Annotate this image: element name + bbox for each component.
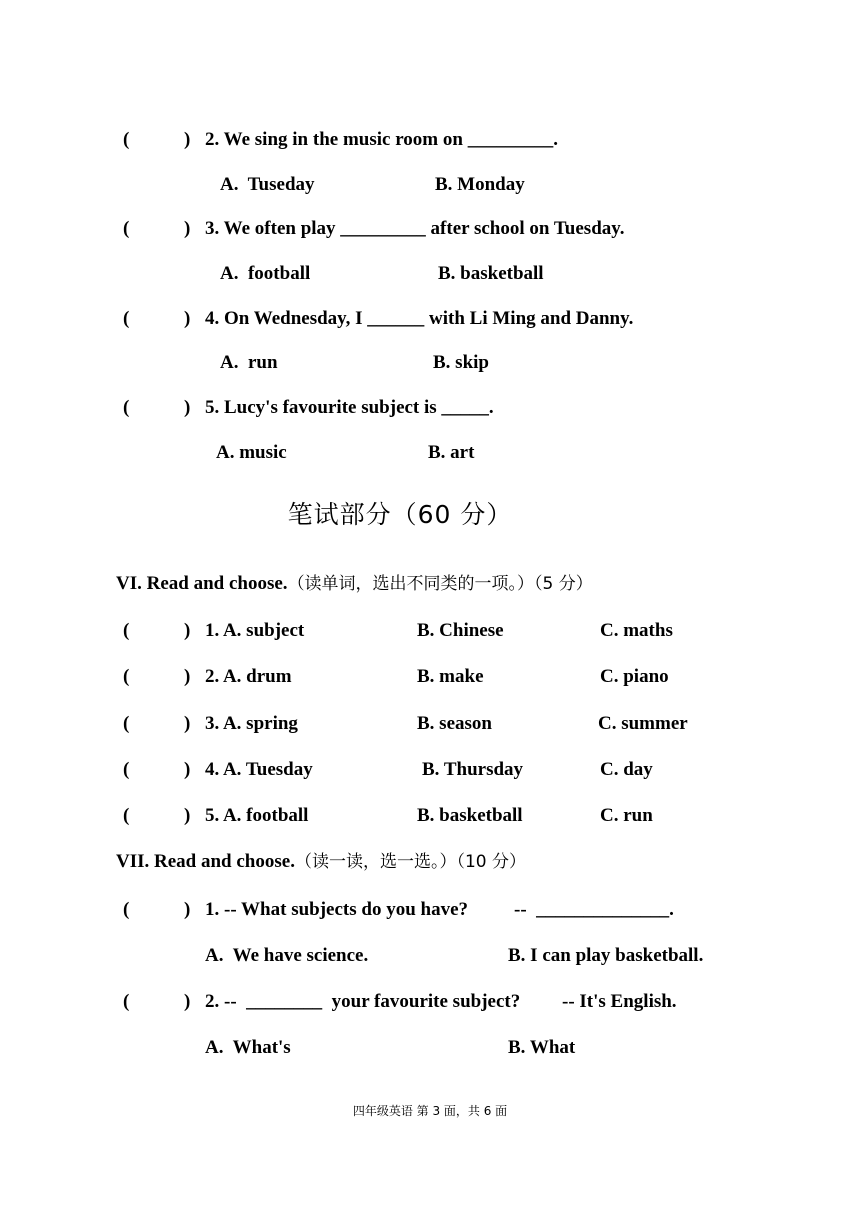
answer-bracket-close: ) [184, 759, 191, 780]
choice-c: C. maths [600, 620, 673, 641]
section-7-heading-cn: （读一读，选一选。）（10 分） [294, 852, 526, 872]
option-b: B. basketball [438, 263, 544, 284]
choice-b: B. basketball [417, 805, 523, 826]
answer-bracket-open[interactable]: ( [123, 666, 130, 687]
answer-bracket-close: ) [184, 397, 191, 418]
answer-bracket-close: ) [184, 308, 191, 329]
section-6-heading-cn: （读单词，选出不同类的一项。）（5 分） [287, 574, 593, 594]
choice-b: B. Chinese [417, 620, 504, 641]
section-7-heading [116, 850, 526, 874]
question-stem: 2. We sing in the music room on _________. [205, 129, 558, 150]
question-stem: 4. On Wednesday, I ______ with Li Ming and Danny. [205, 308, 634, 329]
option-a: A. music [216, 442, 287, 463]
answer-bracket-open[interactable]: ( [123, 899, 130, 920]
answer-bracket-close: ) [184, 129, 191, 150]
section-6-heading [116, 572, 593, 596]
answer-bracket-open[interactable]: ( [123, 759, 130, 780]
section-7-heading-en: VII. Read and choose. [116, 851, 295, 872]
answer-bracket-close: ) [184, 991, 191, 1012]
question-stem: 2. -- ________ your favourite subject? [205, 991, 521, 1012]
choice-c: C. run [600, 805, 653, 826]
answer-bracket-open[interactable]: ( [123, 129, 130, 150]
answer-bracket-open[interactable]: ( [123, 397, 130, 418]
option-b: B. What [508, 1037, 576, 1058]
answer-bracket-open[interactable]: ( [123, 713, 130, 734]
answer-bracket-open[interactable]: ( [123, 620, 130, 641]
answer-bracket-close: ) [184, 805, 191, 826]
answer-bracket-close: ) [184, 218, 191, 239]
choice-a: 5. A. football [205, 805, 309, 826]
answer-bracket-open[interactable]: ( [123, 991, 130, 1012]
choice-c: C. piano [600, 666, 669, 687]
choice-a: 4. A. Tuesday [205, 759, 313, 780]
question-stem: 1. -- What subjects do you have? [205, 899, 469, 920]
answer-bracket-close: ) [184, 620, 191, 641]
option-b: B. art [428, 442, 475, 463]
answer-bracket-open[interactable]: ( [123, 308, 130, 329]
choice-b: B. season [417, 713, 492, 734]
answer-bracket-open[interactable]: ( [123, 805, 130, 826]
choice-c: C. summer [598, 713, 688, 734]
question-stem: 5. Lucy's favourite subject is _____. [205, 397, 494, 418]
option-b: B. I can play basketball. [508, 945, 704, 966]
section-6-heading-en: VI. Read and choose. [116, 573, 288, 594]
answer-line: -- It's English. [562, 991, 677, 1012]
option-b: B. skip [433, 352, 489, 373]
choice-a: 3. A. spring [205, 713, 298, 734]
choice-b: B. make [417, 666, 484, 687]
option-b: B. Monday [435, 174, 525, 195]
answer-bracket-close: ) [184, 899, 191, 920]
answer-bracket-close: ) [184, 666, 191, 687]
option-a: A. football [220, 263, 311, 284]
written-part-title: 笔试部分（60 分） [287, 500, 513, 529]
option-a: A. What's [205, 1037, 291, 1058]
answer-bracket-open[interactable]: ( [123, 218, 130, 239]
question-stem: 3. We often play _________ after school on Tuesday. [205, 218, 625, 239]
choice-a: 1. A. subject [205, 620, 305, 641]
page-footer: 四年级英语 第 3 面，共 6 面 [352, 1104, 508, 1118]
option-a: A. run [220, 352, 278, 373]
answer-bracket-close: ) [184, 713, 191, 734]
option-a: A. Tuseday [220, 174, 315, 195]
choice-c: C. day [600, 759, 653, 780]
answer-line: -- ______________. [514, 899, 674, 920]
choice-a: 2. A. drum [205, 666, 292, 687]
choice-b: B. Thursday [422, 759, 524, 780]
option-a: A. We have science. [205, 945, 369, 966]
